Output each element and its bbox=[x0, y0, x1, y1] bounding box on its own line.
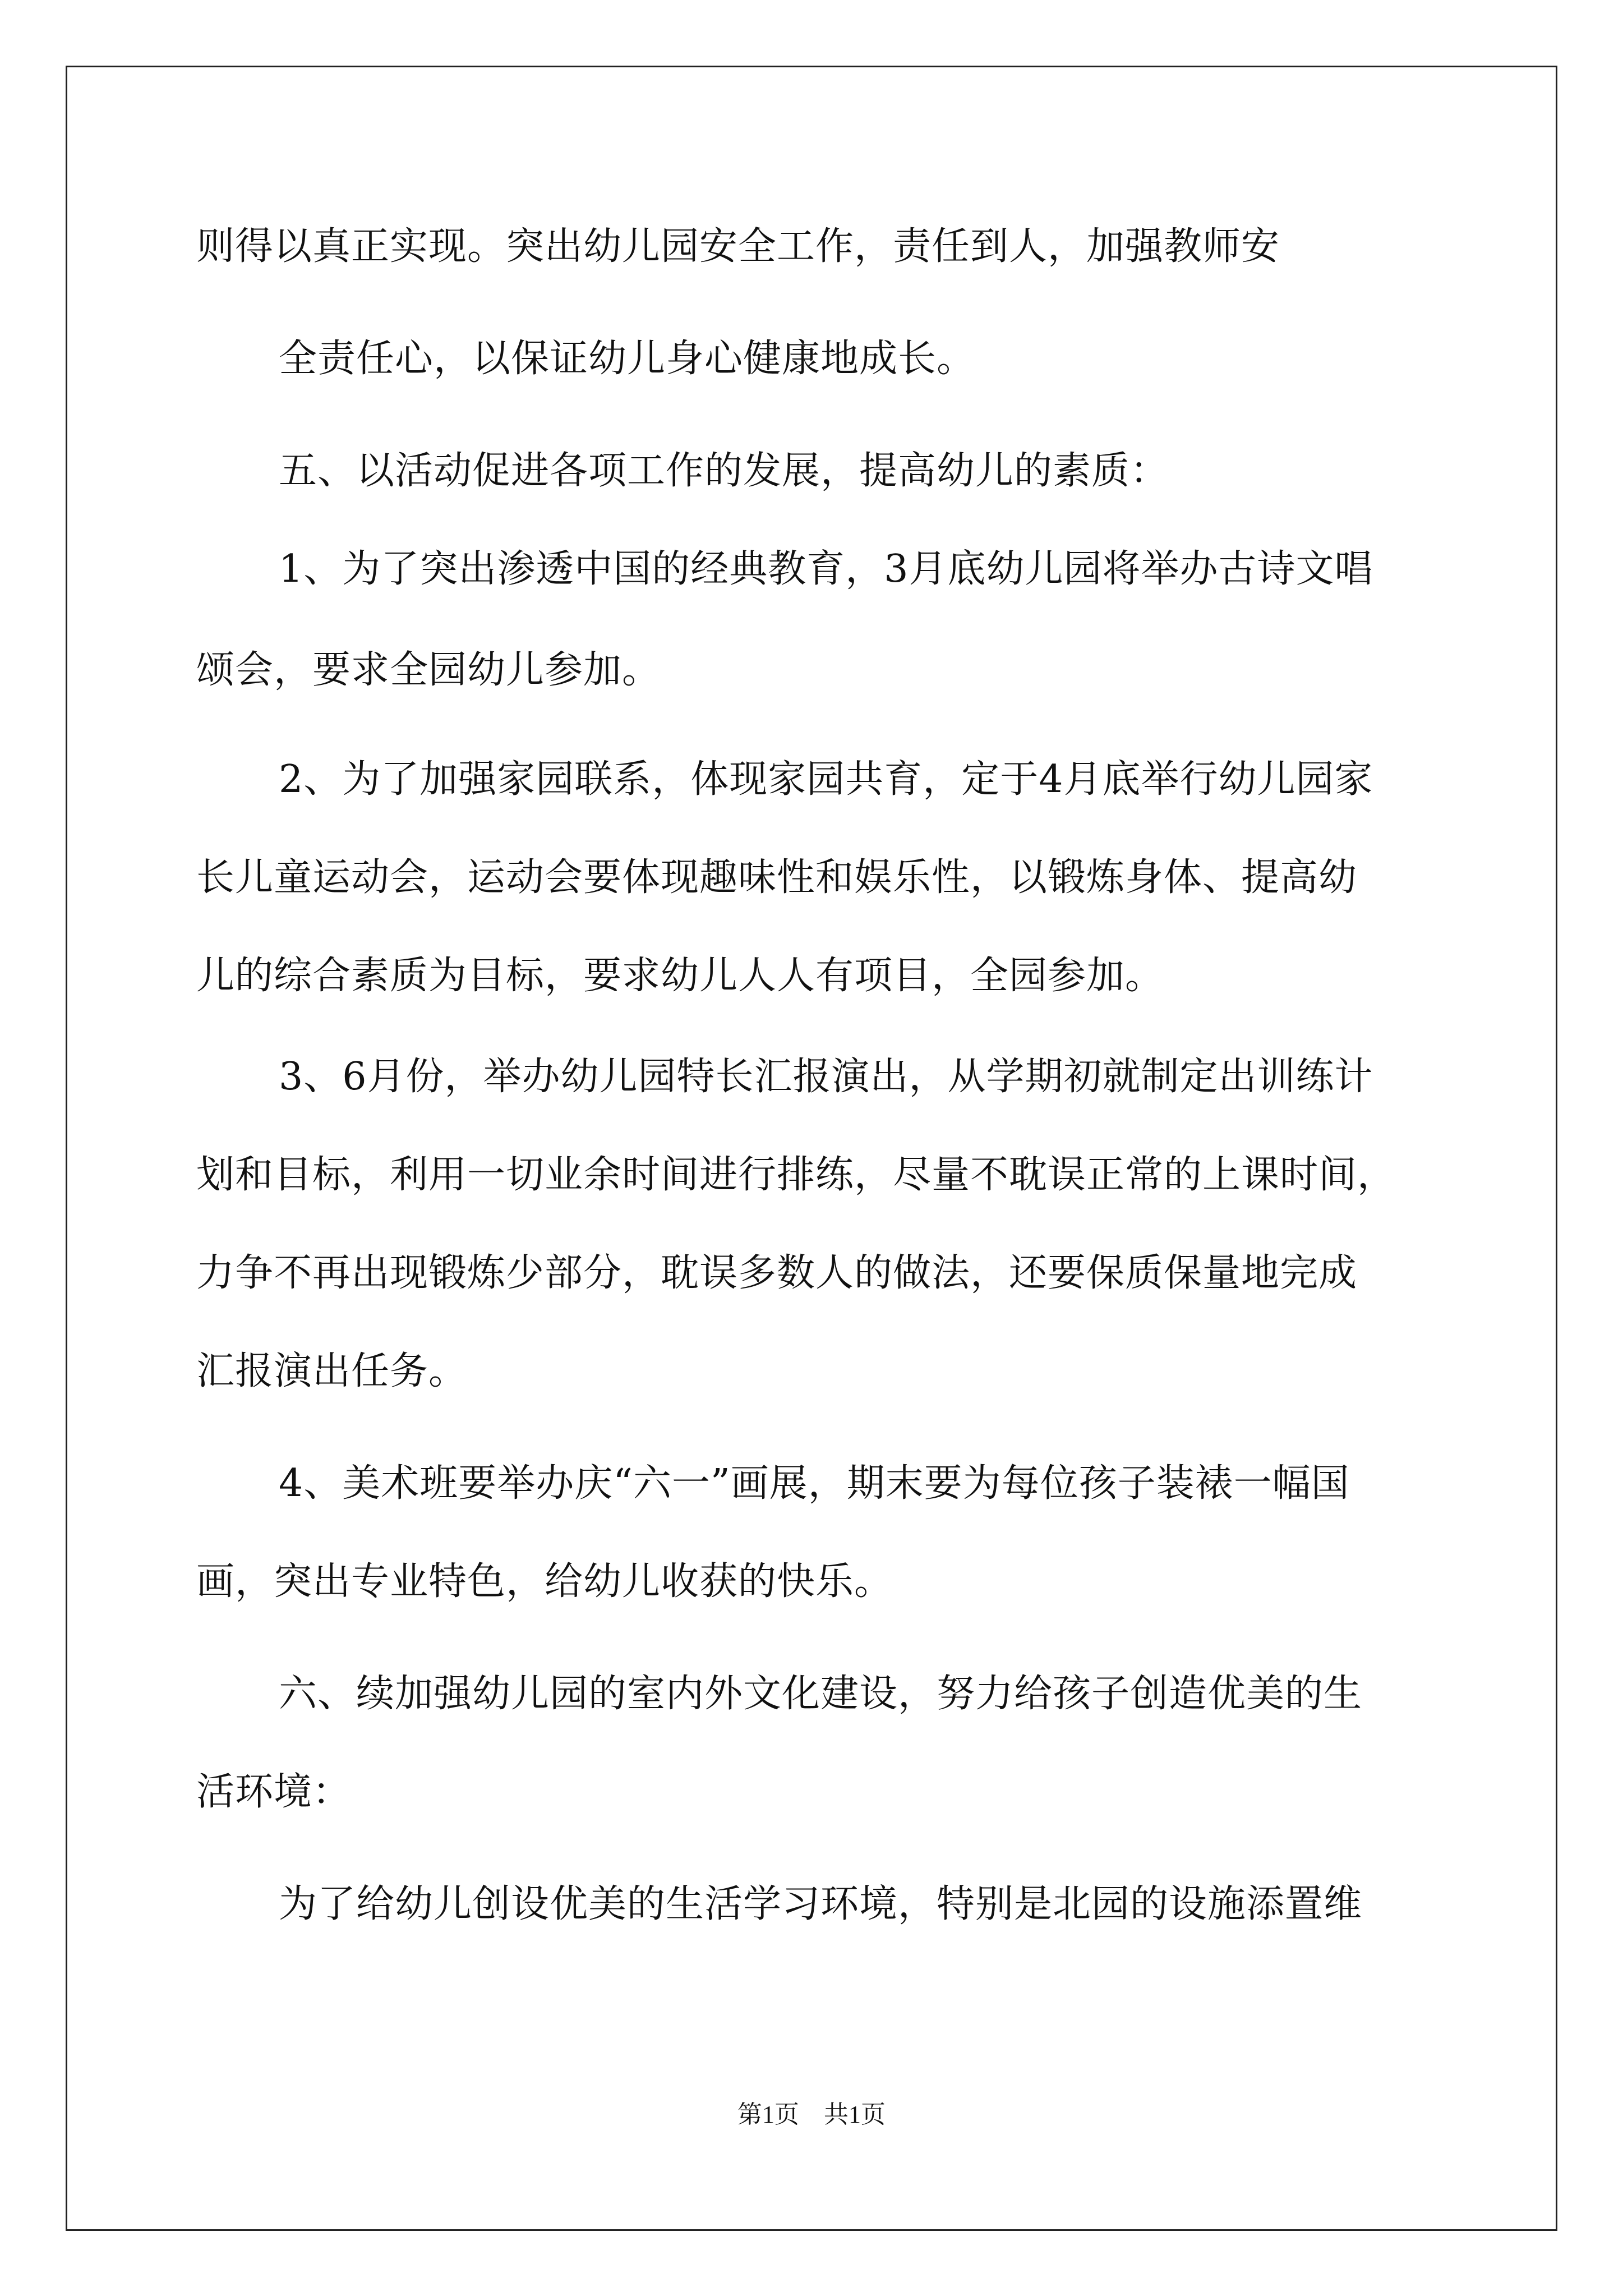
text-line: 长儿童运动会，运动会要体现趣味性和娱乐性，以锻炼身体、提高幼 bbox=[196, 855, 1358, 900]
text-line: 4、美术班要举办庆“六一”画展，期末要为每位孩子装裱一幅国 bbox=[279, 1461, 1350, 1506]
text-line: 则得以真正实现。突出幼儿园安全工作，责任到人，加强教师安 bbox=[196, 224, 1280, 269]
text-line: 3、6月份，举办幼儿园特长汇报演出，从学期初就制定出训练计 bbox=[279, 1055, 1373, 1099]
text-line: 画，突出专业特色，给幼儿收获的快乐。 bbox=[196, 1559, 893, 1604]
text-line: 全责任心，以保证幼儿身心健康地成长。 bbox=[279, 337, 976, 381]
text-line: 汇报演出任务。 bbox=[196, 1349, 468, 1393]
text-line: 划和目标，利用一切业余时间进行排练，尽量不耽误正常的上课时间， bbox=[196, 1153, 1396, 1197]
text-line: 颂会，要求全园幼儿参加。 bbox=[196, 648, 661, 692]
text-line: 力争不再出现锻炼少部分，耽误多数人的做法，还要保质保量地完成 bbox=[196, 1251, 1358, 1295]
text-line: 1、为了突出渗透中国的经典教育，3月底幼儿园将举办古诗文唱 bbox=[279, 547, 1373, 591]
text-line: 儿的综合素质为目标，要求幼儿人人有项目，全园参加。 bbox=[196, 954, 1164, 998]
text-line: 为了给幼儿创设优美的生活学习环境，特别是北园的设施添置维 bbox=[279, 1882, 1363, 1926]
section-heading: 五、以活动促进各项工作的发展，提高幼儿的素质： bbox=[279, 449, 1169, 493]
section-heading: 六、续加强幼儿园的室内外文化建设，努力给孩子创造优美的生 bbox=[279, 1672, 1363, 1716]
text-line: 2、为了加强家园联系，体现家园共育，定于4月底举行幼儿园家 bbox=[279, 757, 1373, 802]
page-footer: 第1页 共1页 bbox=[737, 2101, 886, 2128]
section-heading: 活环境： bbox=[196, 1770, 352, 1814]
